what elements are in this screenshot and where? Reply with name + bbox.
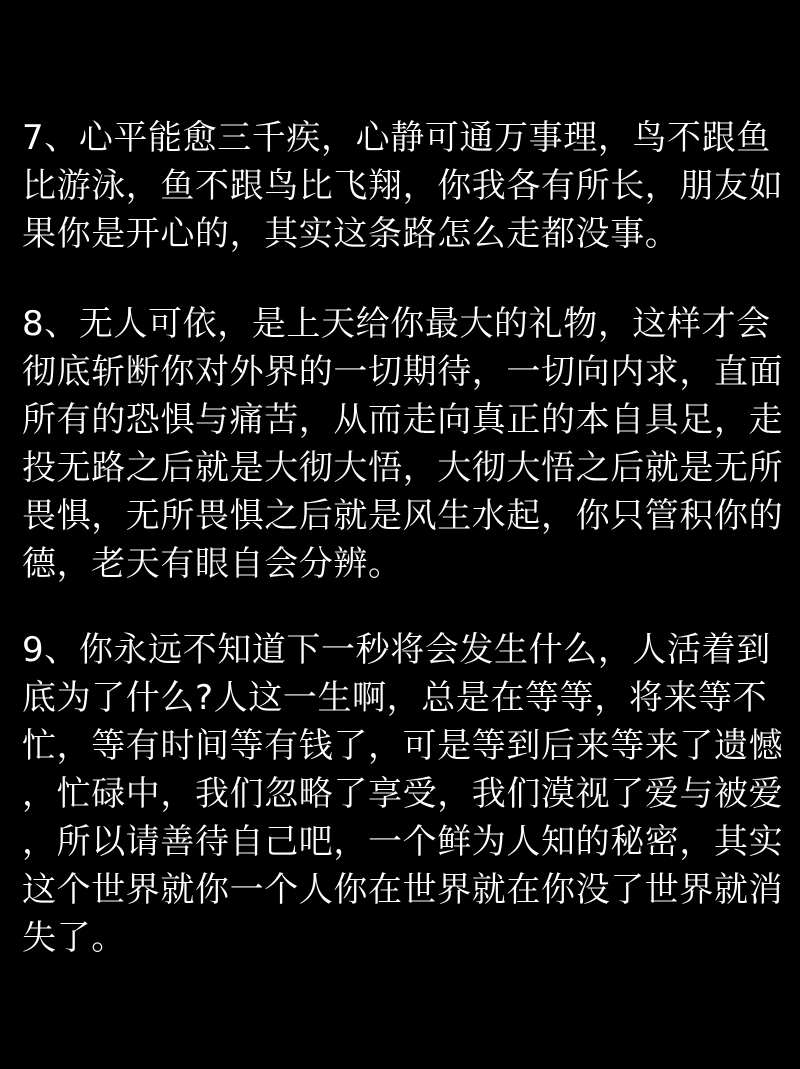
text-line: 这个世界就你一个人你在世界就在你没了世界就消: [22, 870, 784, 910]
text-line: 7、心平能愈三千疾，心静可通万事理，鸟不跟鱼: [22, 118, 771, 158]
text-line: 畏惧，无所畏惧之后就是风生水起，你只管积你的: [22, 496, 784, 536]
text-line: 投无路之后就是大彻大悟，大彻大悟之后就是无所: [22, 448, 784, 488]
text-line: 所有的恐惧与痛苦，从而走向真正的本自具足，走: [22, 400, 784, 440]
text-line: 果你是开心的，其实这条路怎么走都没事。: [22, 214, 680, 254]
text-line: 8、无人可依，是上天给你最大的礼物，这样才会: [22, 304, 771, 344]
text-line: ，忙碌中，我们忽略了享受，我们漠视了爱与被爱: [22, 774, 784, 814]
paragraph-7: [22, 114, 792, 258]
text-line: 彻底斩断你对外界的一切期待，一切向内求，直面: [22, 352, 784, 392]
text-line: 9、你永远不知道下一秒将会发生什么，人活着到: [22, 630, 771, 670]
paragraph-9: [22, 626, 792, 962]
text-line: 底为了什么?人这一生啊，总是在等等，将来等不: [22, 678, 768, 718]
text-line: 德，老天有眼自会分辨。: [22, 544, 403, 584]
text-line: 失了。: [22, 918, 126, 958]
text-line: ，所以请善待自己吧，一个鲜为人知的秘密，其实: [22, 822, 784, 862]
text-line: 比游泳，鱼不跟鸟比飞翔，你我各有所长，朋友如: [22, 166, 784, 206]
paragraph-8: [22, 300, 792, 588]
text-line: 忙，等有时间等有钱了，可是等到后来等来了遗憾: [22, 726, 784, 766]
